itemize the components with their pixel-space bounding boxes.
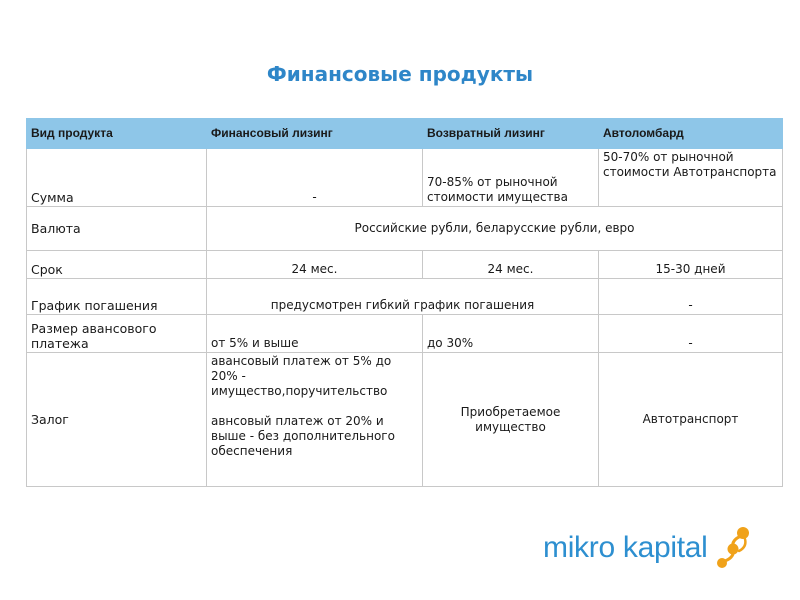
- cell-term-return: 24 мес.: [423, 251, 599, 279]
- row-label-schedule: График погашения: [27, 279, 207, 315]
- cell-sum-financial: -: [207, 149, 423, 207]
- table-row-advance: [27, 315, 783, 353]
- header-product-type: Вид продукта: [27, 119, 207, 149]
- row-label-term: Срок: [27, 251, 207, 279]
- row-label-sum: Сумма: [27, 149, 207, 207]
- table-row-schedule: [27, 279, 783, 315]
- table-header-row: [27, 119, 783, 149]
- cell-advance-return: до 30%: [423, 315, 599, 353]
- header-auto-pawnshop: Автоломбард: [599, 119, 783, 149]
- cell-advance-auto: -: [599, 315, 783, 353]
- header-financial-leasing: Финансовый лизинг: [207, 119, 423, 149]
- page-title: Финансовые продукты: [266, 62, 534, 86]
- cell-collateral-financial: [207, 353, 423, 487]
- cell-term-auto: 15-30 дней: [599, 251, 783, 279]
- products-table: [26, 118, 783, 487]
- cell-schedule-value: предусмотрен гибкий график погашения: [207, 279, 599, 315]
- row-label-advance: Размер авансового платежа: [27, 315, 207, 353]
- collateral-financial-line-1: авансовый платеж от 5% до 20% - имущество,поручительство: [211, 354, 392, 398]
- cell-term-financial: 24 мес.: [207, 251, 423, 279]
- table-row-collateral: [27, 353, 783, 487]
- table-row-term: [27, 251, 783, 279]
- cell-advance-financial: от 5% и выше: [207, 315, 423, 353]
- logo-text: mikro kapital: [543, 531, 708, 564]
- header-return-leasing: Возвратный лизинг: [423, 119, 599, 149]
- cell-currency-value: Российские рубли, беларусские рубли, евро: [207, 207, 783, 251]
- table-row-sum: [27, 149, 783, 207]
- cell-collateral-auto: Автотранспорт: [599, 353, 783, 487]
- company-logo: [543, 525, 753, 571]
- cell-collateral-return: Приобретаемое имущество: [423, 353, 599, 487]
- row-label-collateral: Залог: [27, 353, 207, 487]
- cell-sum-return: 70-85% от рыночной стоимости имущества: [423, 149, 599, 207]
- cell-schedule-auto: -: [599, 279, 783, 315]
- row-label-currency: Валюта: [27, 207, 207, 251]
- table-row-currency: [27, 207, 783, 251]
- logo-mark-icon: [713, 525, 753, 571]
- cell-sum-auto: 50-70% от рыночной стоимости Автотранспорта: [599, 149, 783, 207]
- collateral-financial-line-2: авнсовый платеж от 20% и выше - без дополнительного обеспечения: [211, 414, 395, 458]
